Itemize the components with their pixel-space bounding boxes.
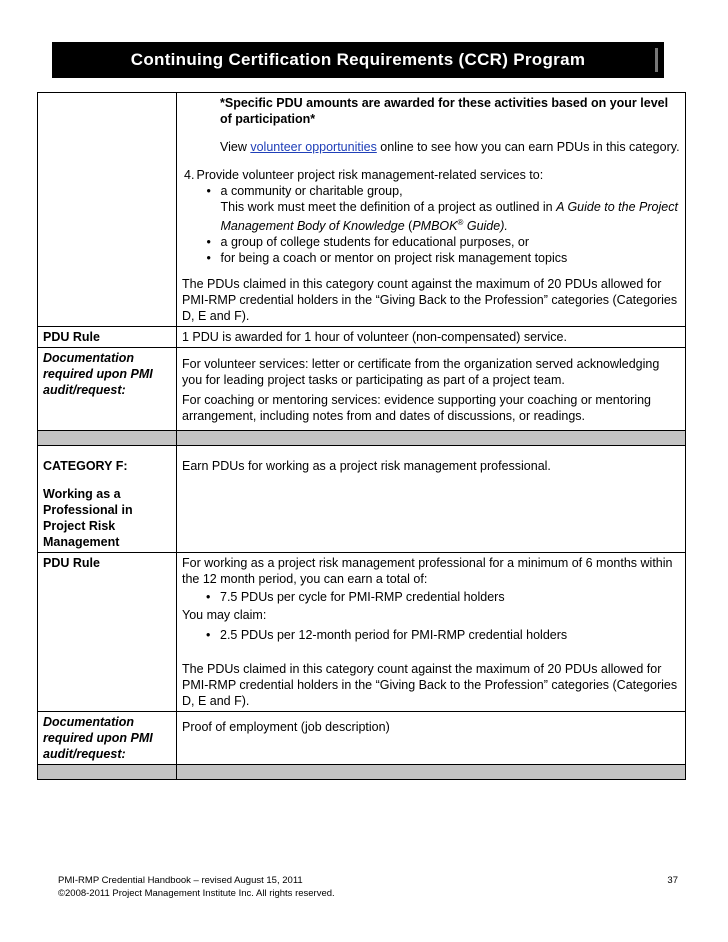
footer-copyright: ©2008-2011 Project Management Institute Inc. All rights reserved. xyxy=(58,888,335,899)
category-f-row xyxy=(38,446,686,553)
view-prefix: View xyxy=(220,140,251,154)
project-definition-note xyxy=(221,200,678,233)
separator-row-bottom xyxy=(38,765,686,780)
list-number: 4. xyxy=(184,168,195,182)
banner-edge xyxy=(655,48,658,72)
pdu-rule-f-content xyxy=(177,553,686,712)
pdu-f-claim: You may claim: xyxy=(182,608,267,623)
list-item-4 xyxy=(184,167,680,266)
category-e-continued-row xyxy=(38,93,686,327)
pdu-rule-row-f xyxy=(38,553,686,712)
pdu-rule-row-e xyxy=(38,327,686,348)
pdu-rule-label: PDU Rule xyxy=(38,327,177,348)
page-footer xyxy=(58,874,678,900)
pmbok-guide-title: A Guide to the Project Management Body of Knowledge xyxy=(220,200,678,234)
documentation-row-f xyxy=(38,712,686,765)
pdu-f-max-note: The PDUs claimed in this category count against the maximum of 20 PDUs allowed for PMI-RMP credential holders in the “Giving Back to the Profession” categories (Categories D, E and F). xyxy=(182,662,678,709)
separator-cell-left xyxy=(38,431,177,446)
giving-back-max-note: The PDUs claimed in this category count against the maximum of 20 PDUs allowed for PMI-RMP credential holders in the “Giving Back to the Profession” categories (Categories D, E and F). xyxy=(182,277,678,324)
documentation-content xyxy=(177,348,686,431)
footer-handbook: PMI-RMP Credential Handbook – revised August 15, 2011 xyxy=(58,875,303,886)
pdu-rule-text: 1 PDU is awarded for 1 hour of volunteer (non-compensated) service. xyxy=(177,327,686,348)
separator-cell-right xyxy=(177,431,686,446)
documentation-f-text: Proof of employment (job description) xyxy=(177,712,686,765)
category-f-sublabel: Working as a Professional in Project Risk Management xyxy=(43,487,133,550)
category-f-label: CATEGORY F: xyxy=(43,459,128,474)
ccr-table xyxy=(37,92,686,780)
view-suffix: online to see how you can earn PDUs in this category. xyxy=(376,140,680,154)
pdu-rule-f-label: PDU Rule xyxy=(38,553,177,712)
coaching-documentation: For coaching or mentoring services: evidence supporting your coaching or mentoring arrangement, including notes from and dates of discussions, or readings. xyxy=(182,393,651,424)
note-part-c: Guide). xyxy=(463,219,508,234)
pdu-rule-f-intro: For working as a project risk management professional for a minimum of 6 months within the 12 month period, you can earn a total of: xyxy=(182,556,673,587)
bullet-community xyxy=(197,183,680,234)
bullet-college: • a group of college students for educational purposes, or xyxy=(197,234,680,250)
documentation-row-e xyxy=(38,348,686,431)
pdu-f-bullets-1 xyxy=(196,589,680,605)
documentation-f-label-text: Documentation required upon PMI audit/request: xyxy=(43,715,153,762)
registered-mark: ® xyxy=(457,218,464,227)
pdu-f-bullets-2 xyxy=(196,627,680,643)
pdu-f-bullet-period: • 2.5 PDUs per 12-month period for PMI-RMP credential holders xyxy=(196,627,680,643)
bullet-community-text: a community or charitable group, xyxy=(220,184,403,198)
page-number: 37 xyxy=(667,875,678,886)
pdu-f-bullet-cycle: • 7.5 PDUs per cycle for PMI-RMP credential holders xyxy=(196,589,680,605)
documentation-label xyxy=(38,348,177,431)
specific-pdu-note: *Specific PDU amounts are awarded for these activities based on your level of participation* xyxy=(220,96,669,126)
note-part-a: This work must meet the definition of a project as outlined in xyxy=(220,200,557,214)
category-f-description: Earn PDUs for working as a project risk management professional. xyxy=(177,446,686,553)
volunteer-opportunities-link[interactable]: volunteer opportunities xyxy=(250,140,377,154)
volunteer-bullet-list xyxy=(197,183,680,266)
documentation-f-label xyxy=(38,712,177,765)
page-title: Continuing Certification Requirements (CCR) Program xyxy=(130,50,586,69)
pmbok-abbrev: PMBOK xyxy=(412,219,458,234)
volunteer-opportunities-text xyxy=(220,139,680,155)
separator-bottom-left xyxy=(38,765,177,780)
documentation-label-text: Documentation required upon PMI audit/request: xyxy=(43,351,153,398)
header-banner xyxy=(52,42,664,78)
category-f-label-cell xyxy=(38,446,177,553)
note-part-b: ( xyxy=(404,219,413,234)
separator-bottom-right xyxy=(177,765,686,780)
category-e-content xyxy=(177,93,686,327)
separator-row xyxy=(38,431,686,446)
volunteer-documentation: For volunteer services: letter or certificate from the organization served acknowledging you for leading project tasks or participating as part of a project team. xyxy=(182,357,660,388)
empty-label-cell xyxy=(38,93,177,327)
list-item-4-text: Provide volunteer project risk management-related services to: xyxy=(196,168,544,182)
bullet-coach: • for being a coach or mentor on project risk management topics xyxy=(197,250,680,266)
